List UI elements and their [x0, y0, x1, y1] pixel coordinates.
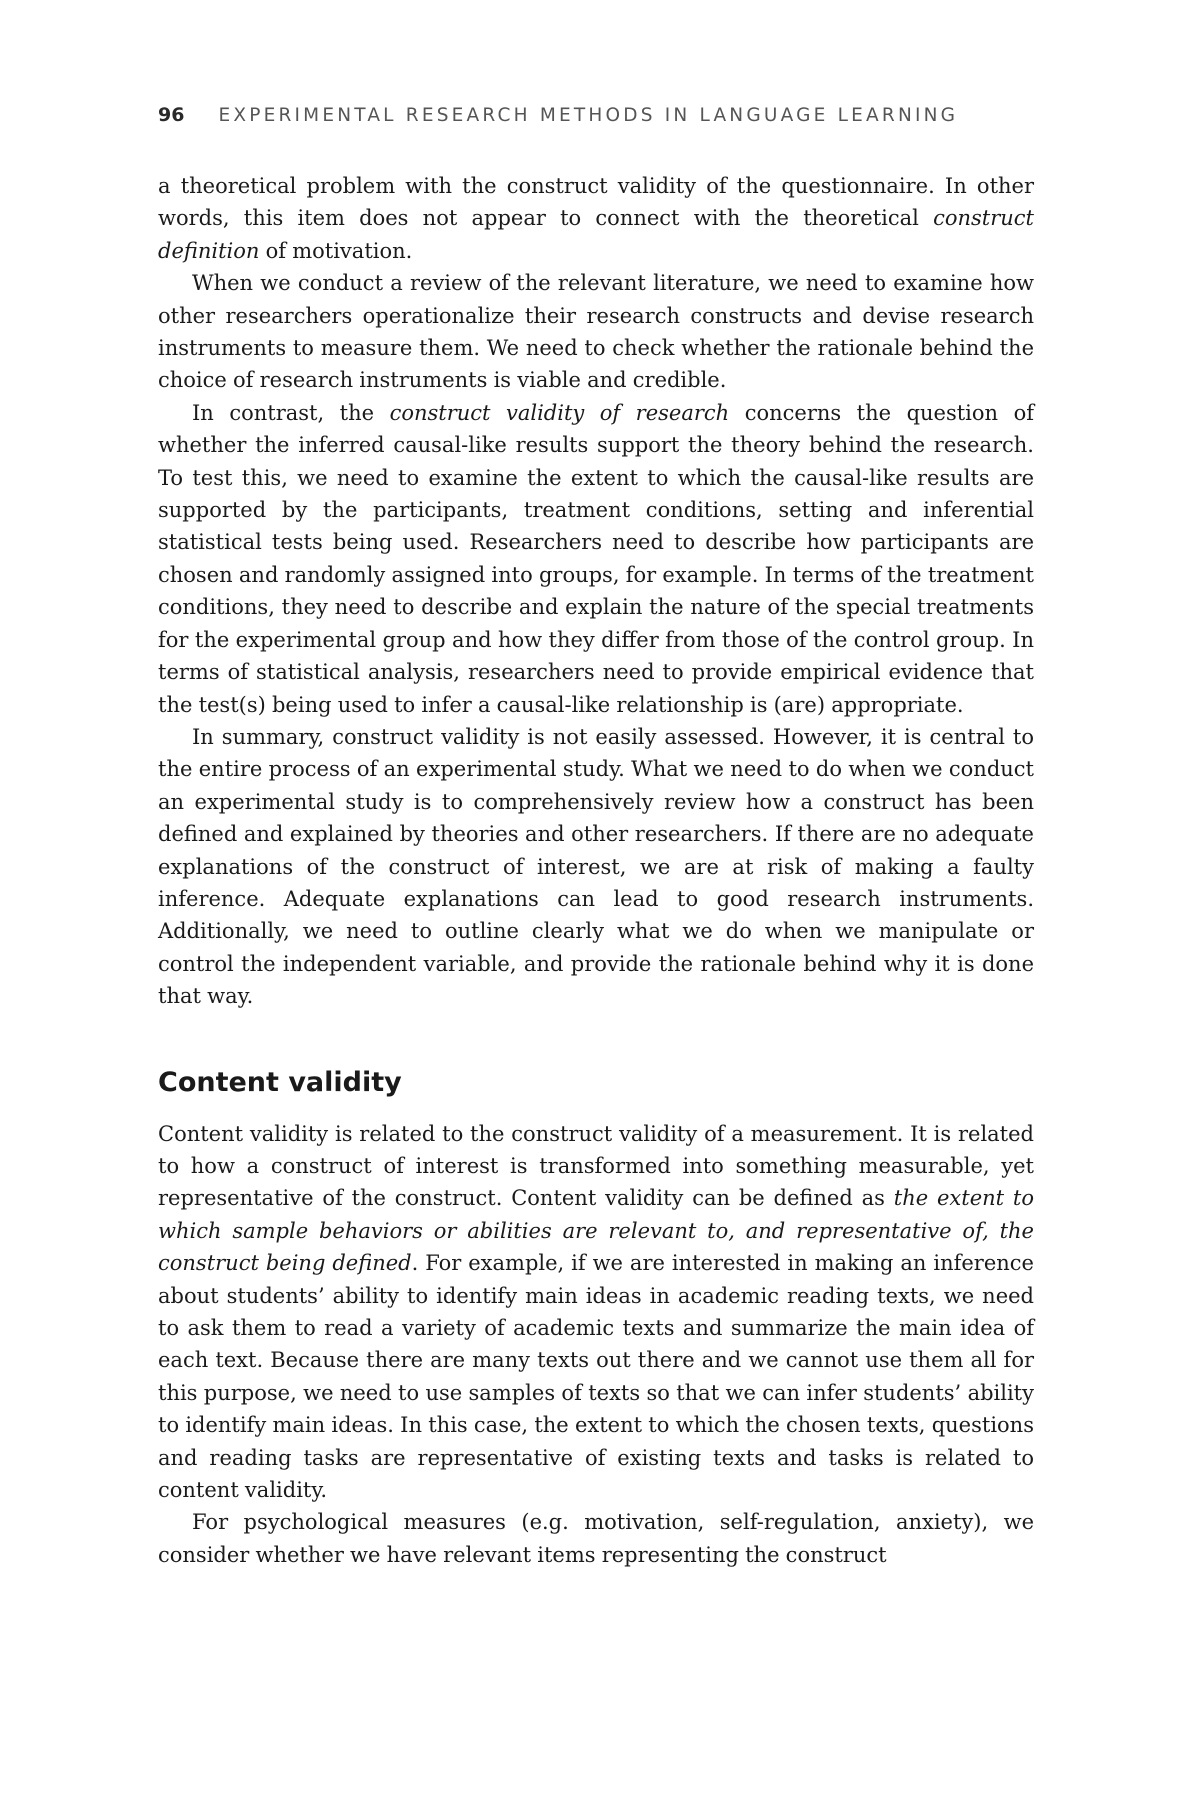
document-page	[158, 104, 1034, 1571]
italic-text: the extent to which sample behaviors or abilities are relevant to, and representative of, the construct being defined	[158, 1186, 1034, 1276]
body-text-bottom	[158, 1118, 1034, 1572]
text-segment: In summary, construct validity is not easily assessed. However, it is central to the entire process of an experimental study. What we need to do when we conduct an experimental study is to comprehensively review how a construct has been defined and explained by theories and other researchers. If there are no adequate explanations of the construct of interest, we are at risk of making a faulty inference. Adequate explanations can lead to good research instruments. Additionally, we need to outline clearly what we do when we manipulate or control the independent variable, and provide the rationale behind why it is done that way.	[158, 724, 1034, 1009]
italic-text: construct definition	[158, 206, 1034, 263]
paragraph	[158, 267, 1034, 397]
text-segment: . For example, if we are interested in making an inference about students’ ability to identify main ideas in academic reading texts, we need to ask them to read a variety of academic texts and summarize the main idea of each text. Because there are many texts out there and we cannot use them all for this purpose, we need to use samples of texts so that we can infer students’ ability to identify main ideas. In this case, the extent to which the chosen texts, questions and reading tasks are representative of existing texts and tasks is related to content validity.	[158, 1251, 1034, 1503]
paragraph	[158, 170, 1034, 267]
paragraph	[158, 397, 1034, 721]
text-segment: of motivation.	[259, 238, 413, 263]
running-header	[158, 104, 1034, 144]
text-segment: When we conduct a review of the relevant literature, we need to examine how other researchers operationalize their research constructs and devise research instruments to measure them. We need to check whether the rationale behind the choice of research instruments is viable and credible.	[158, 271, 1034, 393]
running-title: EXPERIMENTAL RESEARCH METHODS IN LANGUAGE LEARNING	[218, 105, 959, 126]
text-segment: a theoretical problem with the construct validity of the questionnaire. In other words, this item does not appear to connect with the theoretical	[158, 174, 1034, 231]
text-segment: For psychological measures (e.g. motivation, self-regulation, anxiety), we consider whether we have relevant items representing the construct	[158, 1510, 1034, 1567]
paragraph	[158, 721, 1034, 1013]
body-text-top	[158, 170, 1034, 1013]
paragraph	[158, 1118, 1034, 1507]
text-segment: Content validity is related to the construct validity of a measurement. It is related to how a construct of interest is transformed into something measurable, yet representative of the construct. Content validity can be defined as	[158, 1121, 1034, 1211]
text-segment: concerns the question of whether the inferred causal-like results support the theory behind the research. To test this, we need to examine the extent to which the causal-like results are supported by the participants, treatment conditions, setting and inferential statistical tests being used. Researchers need to describe how participants are chosen and randomly assigned into groups, for example. In terms of the treatment conditions, they need to describe and explain the nature of the special treatments for the experimental group and how they differ from those of the control group. In terms of statistical analysis, researchers need to provide empirical evidence that the test(s) being used to infer a causal-like relationship is (are) appropriate.	[158, 400, 1034, 717]
page-number: 96	[158, 104, 185, 126]
section-heading: Content validity	[158, 1066, 402, 1098]
text-segment: In contrast, the	[192, 400, 390, 425]
italic-text: construct validity of research	[389, 400, 730, 425]
paragraph	[158, 1506, 1034, 1571]
